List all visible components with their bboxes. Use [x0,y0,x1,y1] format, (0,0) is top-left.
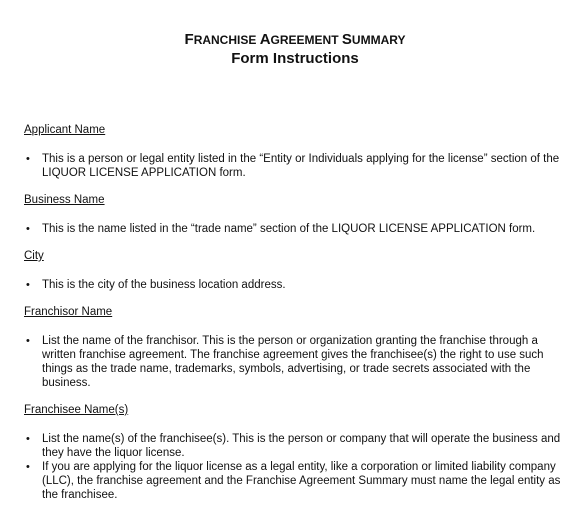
list-item-text: This is the name listed in the “trade name” section of the LIQUOR LICENSE APPLICATION form. [42,223,536,235]
title-part: F [184,31,194,48]
list-item-text: List the name of the franchisor. This is the person or organization granting the franchise through a written franchise agreement. The franchise agreement gives the franchisee(s) the right to use such things as the trade name, trademarks, symbols, advertising, or trade secrets associated with the business. [42,335,544,389]
title-part: S [341,31,352,48]
section-heading-franchisee-names: Franchisee Name(s) [24,404,129,416]
list-item [24,278,571,292]
list-item-text: If you are applying for the liquor license as a legal entity, like a corporation or limited liability company (LLC), the franchise agreement and the Franchise Agreement Summary must name the legal entity as the franchisee. [42,461,561,501]
section-heading-business-name: Business Name [24,194,105,206]
list-item [24,152,571,180]
section-heading-franchisor-name: Franchisor Name [24,306,113,318]
bullet-icon: • [26,461,30,473]
title-part: GREEMENT [270,33,342,47]
section-heading-applicant-name: Applicant Name [24,124,106,136]
bullet-icon: • [26,335,30,347]
list-item [24,222,571,236]
document-title [0,31,585,49]
title-part: A [259,31,271,48]
document-subtitle: Form Instructions [231,50,359,67]
bullet-icon: • [26,279,30,291]
title-part: RANCHISE [193,33,260,47]
list-item [24,334,571,390]
list-item-text: List the name(s) of the franchisee(s). This is the person or company that will operate the business and they have the liquor license. [42,433,561,459]
bullet-icon: • [26,433,30,445]
bullet-icon: • [26,223,30,235]
title-part: UMMARY [351,33,406,47]
bullet-icon: • [26,153,30,165]
list-item-text: This is the city of the business location address. [42,279,286,291]
list-item [24,432,571,460]
list-item-text: This is a person or legal entity listed in the “Entity or Individuals applying for the license” section of the LIQUOR LICENSE APPLICATION form. [42,153,560,179]
section-heading-city: City [24,250,44,262]
list-item [24,460,571,502]
